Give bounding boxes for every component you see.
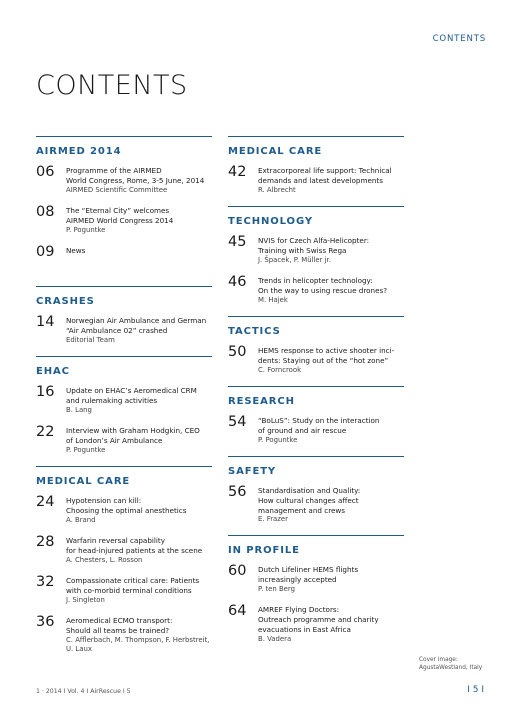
page-number: 22 [36,424,55,440]
toc-entry[interactable] [36,206,212,236]
page-title: CONTENTS [36,70,188,101]
article-title-line: dents: Staying out of the “hot zone” [258,355,389,365]
article-title-line: Programme of the AIRMED [66,166,162,175]
section-title: MEDICAL CARE [36,476,131,487]
section-title: AIRMED 2014 [36,146,122,157]
article-title-line: increasingly accepted [258,574,337,584]
article-author: A. Chesters, L. Rosson [66,555,143,564]
entry-text [258,416,404,445]
article-author: AIRMED Scientific Committee [66,185,168,194]
entry-text [66,206,212,235]
page-number: 46 [228,274,247,290]
toc-entry[interactable] [36,386,212,416]
article-title-line: Outreach programme and charity [258,614,379,624]
entry-text [66,166,212,195]
toc-entry[interactable] [228,416,404,446]
article-author: R. Albrecht [258,185,296,194]
article-author: P. ten Berg [258,584,296,593]
toc-entry[interactable] [36,496,212,526]
section-rule [36,356,212,357]
entry-text [66,426,212,455]
section-title: TECHNOLOGY [228,216,313,227]
cover-credit-label: Cover image: [419,657,458,663]
page-number: 50 [228,344,247,360]
section-title: CRASHES [36,296,95,307]
entry-text [258,346,404,375]
article-title-line: NVIS for Czech Alfa-Helicopter: [258,236,370,245]
article-author: C. Forncrook [258,365,302,374]
article-title-line: Norwegian Air Ambulance and German [66,316,207,325]
page-number: 42 [228,164,247,180]
toc-entry[interactable] [36,316,212,346]
article-title-line: of London’s Air Ambulance [66,435,163,445]
article-title-line: HEMS response to active shooter inci- [258,346,395,355]
section-title: SAFETY [228,466,277,477]
running-header: CONTENTS [432,34,486,44]
section-title: RESEARCH [228,396,295,407]
section-rule [228,316,404,317]
article-title-line: Hypotension can kill: [66,496,142,505]
page-number: 45 [228,234,247,250]
left-column [36,136,212,665]
section [228,206,404,306]
entry-text [258,236,404,265]
article-title-line: Compassionate critical care: Patients [66,576,200,585]
article-author: B. Vadera [258,634,292,643]
article-title-line: Interview with Graham Hodgkin, CEO [66,426,200,435]
article-author: P. Poguntke [66,445,106,454]
toc-entry[interactable] [228,346,404,376]
toc-entry[interactable] [228,166,404,196]
article-title-line: World Congress, Rome, 3-5 June, 2014 [66,175,205,185]
article-title-line: Training with Swiss Rega [258,245,347,255]
section [36,356,212,456]
page-number: 64 [228,603,247,620]
page-number: 54 [228,414,247,430]
section-rule [228,136,404,137]
article-author: P. Poguntke [258,435,298,444]
article-title-line: The “Eternal City” welcomes [66,206,170,215]
page-number: 56 [228,484,247,500]
section-rule [228,206,404,207]
article-title-line: for head-injured patients at the scene [66,545,203,555]
section-rule [36,136,212,137]
article-title-line: News [66,246,86,255]
toc-entry[interactable] [36,166,212,196]
entry-text [258,166,404,195]
article-title-line: Dutch Lifeliner HEMS flights [258,565,359,575]
toc-entry[interactable] [36,576,212,606]
entry-text [258,605,404,644]
article-author: J. Singleton [66,595,105,604]
section [228,386,404,446]
section [228,535,404,644]
article-title-line: evacuations in East Africa [258,624,351,634]
article-author: Editorial Team [66,335,115,344]
article-title-line: AMREF Flying Doctors: [258,605,340,615]
toc-entry[interactable] [36,426,212,456]
section [228,136,404,196]
toc-entry[interactable] [228,605,404,644]
section-title: MEDICAL CARE [228,146,323,157]
entry-text [66,576,212,605]
article-title-line: Trends in helicopter technology: [258,276,373,285]
section-rule [36,286,212,287]
page-number: 36 [36,614,55,630]
section-rule [228,456,404,457]
page-number: 14 [36,314,55,330]
section-rule [228,386,404,387]
article-author: C. Afflerbach, M. Thompson, F. Herbstreit, U. Laux [66,635,210,654]
page-number: 60 [228,563,247,580]
entry-text [258,565,404,594]
footer-page-number: I 5 I [467,685,484,695]
page-number: 24 [36,494,55,510]
article-title-line: demands and latest developments [258,175,383,185]
section-rule [36,466,212,467]
cover-credit-source: AgustaWestland, Italy [419,665,483,671]
page-number: 16 [36,384,55,400]
article-author: E. Frazer [258,515,288,524]
article-title-line: “BoLuS”: Study on the interaction [258,416,380,425]
page-number: 32 [36,574,55,590]
entry-text [66,246,212,256]
footer-issue-info: 1 · 2014 I Vol. 4 I AirRescue I 5 [36,688,131,695]
toc-entry[interactable] [36,536,212,566]
article-title-line: Choosing the optimal anesthetics [66,505,187,515]
section [228,316,404,376]
right-column [228,136,404,654]
entry-text [66,496,212,525]
article-title-line: management and crews [258,505,346,515]
article-author: J. Špacek, P. Müller jr. [258,255,331,264]
section-title: IN PROFILE [228,545,300,557]
article-title-line: “Air Ambulance 02” crashed [66,325,168,335]
section [36,286,212,346]
article-author: P. Poguntke [66,225,106,234]
section [36,466,212,655]
article-title-line: Extracorporeal life support: Technical [258,166,392,175]
article-title-line: Warfarin reversal capability [66,536,165,545]
toc-entry[interactable] [228,565,404,595]
article-title-line: Aeromedical ECMO transport: [66,616,173,625]
toc-entry[interactable] [36,616,212,655]
article-title-line: How cultural changes affect [258,495,359,505]
article-title-line: Update on EHAC’s Aeromedical CRM [66,386,197,395]
article-title-line: with co-morbid terminal conditions [66,585,192,595]
toc-entry[interactable] [36,246,212,276]
section-title: EHAC [36,366,70,377]
toc-entry[interactable] [228,236,404,266]
article-title-line: and rulemaking activities [66,395,158,405]
section-title: TACTICS [228,326,281,337]
entry-text [258,276,404,305]
entry-text [258,486,404,525]
page-number: 09 [36,244,55,260]
article-author: B. Lang [66,405,92,414]
entry-text [66,536,212,565]
article-title-line: On the way to using rescue drones? [258,285,388,295]
article-author: A. Brand [66,515,96,524]
section [228,456,404,525]
toc-entry[interactable] [228,486,404,525]
section [36,136,212,276]
entry-text [66,316,212,345]
toc-entry[interactable] [228,276,404,306]
page-number: 28 [36,534,55,550]
cover-credit [419,656,482,672]
entry-text [66,386,212,415]
section-rule [228,535,404,536]
article-title-line: of ground and air rescue [258,425,347,435]
article-author: M. Hajek [258,295,288,304]
article-title-line: Standardisation and Quality: [258,486,361,495]
page-number: 08 [36,204,55,220]
page-number: 06 [36,164,55,180]
entry-text [66,616,212,655]
article-title-line: AIRMED World Congress 2014 [66,215,174,225]
article-title-line: Should all teams be trained? [66,625,170,635]
